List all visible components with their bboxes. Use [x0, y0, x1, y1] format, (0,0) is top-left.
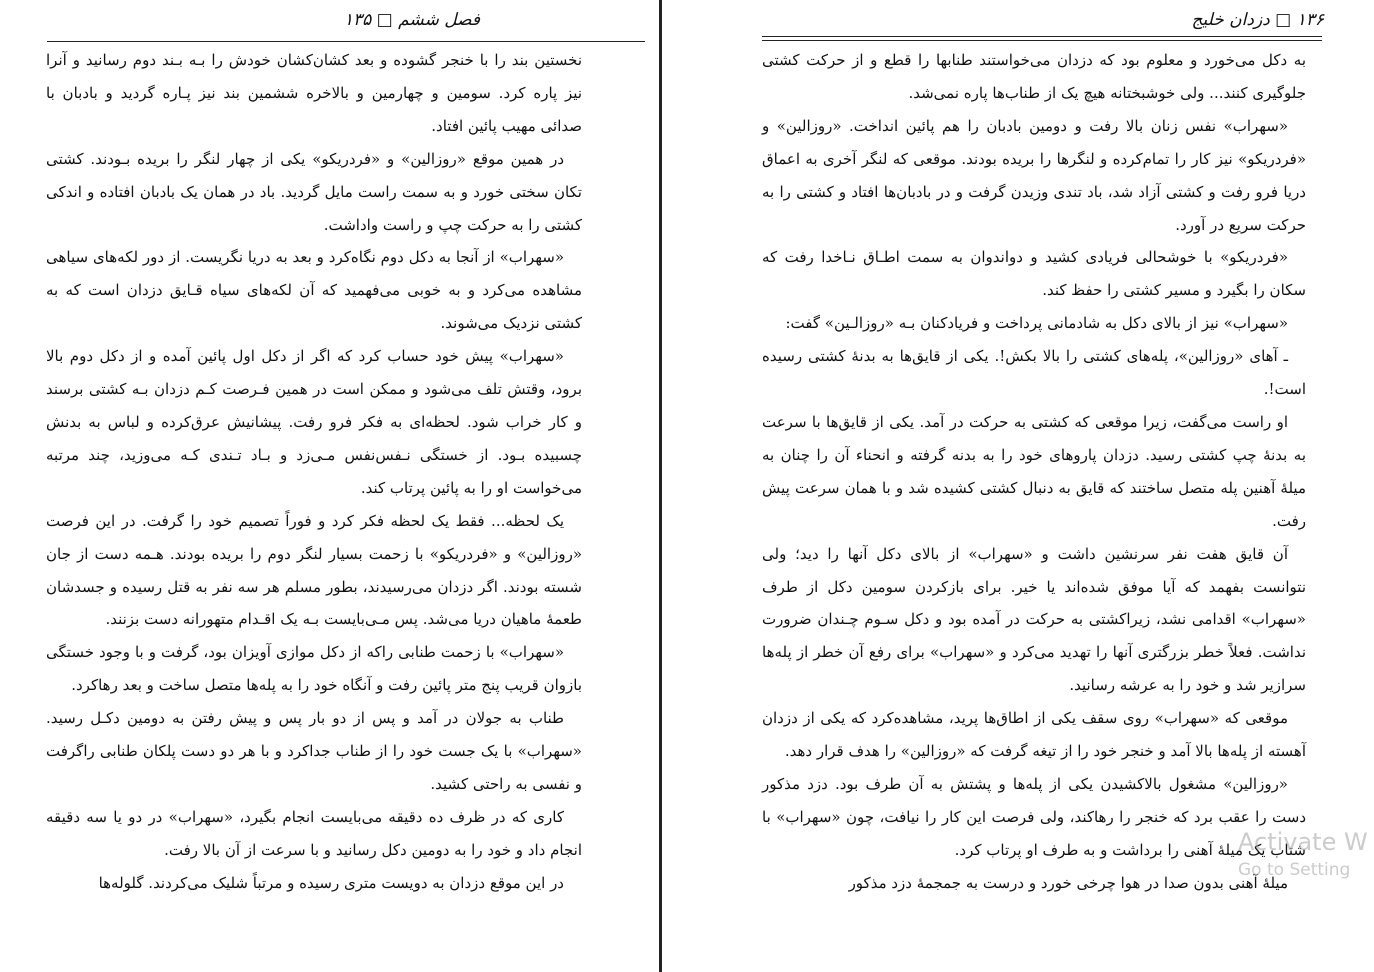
right-header-rule	[762, 36, 1322, 37]
paragraph: یک لحظه... فقط یک لحظه فکر کرد و فوراً تصمیم خود را گرفت. در این فرصت «روزالین» و «فردریکو» با زحمت بسیار لنگر دوم را بریده بودند. هـمه دست از جان شسته بودند. اگر دزدان می‌رسیدند، بطور مسلم هر سه نفر به قتل رسیده و جسدشان طعمهٔ ماهیان دریا می‌شد. پس مـی‌بایست بـه یک اقـدام متهورانه دست بزنند.	[46, 511, 582, 629]
paragraph: به دکل می‌خورد و معلوم بود که دزدان می‌خواستند طنابها را قطع و از حرکت کشتی جلوگیری کنند... ولی خوشبختانه هیچ یک از طناب‌ها پاره نمی‌شد.	[762, 51, 1306, 102]
watermark-line-2: Go to Setting	[1238, 860, 1351, 880]
left-page	[0, 0, 660, 972]
left-page-header: فصل ششم □ ۱۳۵	[343, 10, 480, 30]
paragraph: ـ آهای «روزالین»، پله‌های کشتی را بالا بکش!. یکی از قایق‌ها به بدنهٔ کشتی رسیده است!.	[762, 347, 1306, 399]
paragraph: «سهراب» از آنجا به دکل دوم نگاه‌کرد و بعد به دریا نگریست. از دور لکه‌های سیاهی مشاهده می‌کرد و به خوبی می‌فهمید که آن لکه‌های سیاه قـایق دزدان است که به کشتی نزدیک می‌شوند.	[46, 248, 582, 333]
paragraph: «روزالین» مشغول بالاکشیدن یکی از پله‌ها و پشتش به آن طرف بود. دزد مذکور دست را عقب برد که خنجر را رهاکند، ولی فرصت این کار را نیافت، چون «سهراب» با شتاب یک میلهٔ آهنی را برداشت و به طرف او پرتاب کرد.	[762, 774, 1306, 859]
paragraph: طناب به جولان در آمد و پس از دو بار پس و پیش رفتن به دومین دکـل رسید. «سهراب» با یک جست خود را از طناب جداکرد و با هر دو دست پلکان طنابی راگرفت و نفسی به راحتی کشید.	[46, 709, 582, 793]
paragraph: موقعی که «سهراب» روی سقف یکی از اطاق‌ها پرید، مشاهده‌کرد که یکی از دزدان آهسته از پله‌ها بالا آمد و خنجر خود را از تیغه گرفت که «روزالین» را هدف قرار دهد.	[762, 709, 1306, 761]
paragraph: نخستین بند را با خنجر گشوده و بعد کشان‌کشان خودش را بـه بـند دوم رسانید و آنرا نیز پاره کرد. سومین و چهارمین و بالاخره ششمین بند نیز پـاره گردید و بادبان با صدائی مهیب پائین افتاد.	[46, 51, 582, 135]
paragraph: «فردریکو» با خوشحالی فریادی کشید و دواندوان به سمت اطـاق نـاخدا رفت که سکان را بگیرد و مسیر کشتی را حفظ کند.	[762, 248, 1306, 300]
right-page-header: ۱۳۶ □ دزدان خلیج	[1191, 10, 1324, 30]
paragraph: در این موقع دزدان به دویست متری رسیده و مرتباً شلیک می‌کردند. گلوله‌ها	[98, 873, 564, 892]
right-page	[664, 0, 1368, 972]
paragraph: «سهراب» پیش خود حساب کرد که اگر از دکل اول پائین آمده و از دکل دوم بالا برود، وقتش تلف می‌شود و ممکن است در همین فـرصت کـم دزدان بـه کشتی برسند و کار خراب شود. لحظه‌ای به فکر فرو رفت. پیشانیش عرق‌کرده و لباس به بدنش چسبیده بـود. از خستگی نـفس‌نفس مـی‌زد و بـاد تـندی کـه می‌وزید، چند مرتبه می‌خواست او را به پائین پرتاب کند.	[46, 347, 582, 497]
paragraph: آن قایق هفت نفر سرنشین داشت و «سهراب» از بالای دکل آنها را دید؛ ولی نتوانست بفهمد که آیا موفق شده‌اند یا خیر. برای بازکردن سومین دکل از طرف «سهراب» اقدامی نشد، زیراکشتی به حرکت در آمده بود و دکل سـوم چـندان ضرورت نداشت. فعلاً خطر بزرگتری آنها را تهدید می‌کرد و «سهراب» برای رفع آن خطر از پله‌ها سرازیر شد و خود را به عرشه رسانید.	[762, 544, 1306, 695]
activate-windows-watermark	[1238, 828, 1374, 880]
paragraph: «سهراب» نفس زنان بالا رفت و دومین بادبان را هم پائین انداخت. «روزالین» و «فردریکو» نیز کار را تمام‌کرده و لنگرها را بریده بودند. موقعی که لنگر آخری به اعماق دریا فرو رفت و کشتی آزاد شد، باد تندی وزیدن گرفت و در بادبان‌ها افتاد و کشتی را به حرکت سریع در آورد.	[762, 116, 1306, 234]
right-page-text	[762, 44, 1306, 900]
paragraph: «سهراب» نیز از بالای دکل به شادمانی پرداخت و فریادکنان بـه «روزالـین» گفت:	[785, 314, 1288, 333]
book-spine	[659, 0, 662, 972]
left-page-text	[46, 44, 582, 900]
paragraph: در همین موقع «روزالین» و «فردریکو» یکی از چهار لنگر را بریده بـودند. کشتی تکان سختی خورد و به سمت راست مایل گردید. باد در همان یک بادبان افتاده و اندکی کشتی را به حرکت چپ و راست واداشت.	[46, 149, 582, 234]
watermark-line-1: Activate W	[1238, 828, 1368, 856]
left-header-rule	[47, 41, 645, 42]
paragraph: میلهٔ آهنی بدون صدا در هوا چرخی خورد و درست به جمجمهٔ دزد مذکور	[848, 873, 1288, 892]
paragraph: «سهراب» با زحمت طنابی راکه از دکل موازی آویزان بود، گرفت و با وجود خستگی بازوان قریب پنج متر پائین رفت و آنگاه خود را به پله‌ها متصل ساخت و بعد رهاکرد.	[46, 643, 582, 695]
paragraph: او راست می‌گفت، زیرا موقعی که کشتی به حرکت در آمد. یکی از قایق‌ها با سرعت به بدنهٔ چپ کشتی رسید. دزدان پاروهای خود را به بدنه گرفته و انحناء آن را چنان به میلهٔ آهنین پله متصل ساختند که قایق به دنبال کشتی کشیده شد و با همان سرعت پیش رفت.	[762, 412, 1306, 530]
paragraph: کاری که در ظرف ده دقیقه می‌بایست انجام بگیرد، «سهراب» در دو یا سه دقیقه انجام داد و خود را به دومین دکل رسانید و با سرعت از آن بالا رفت.	[46, 807, 582, 859]
right-header-rule-secondary	[762, 40, 1322, 41]
